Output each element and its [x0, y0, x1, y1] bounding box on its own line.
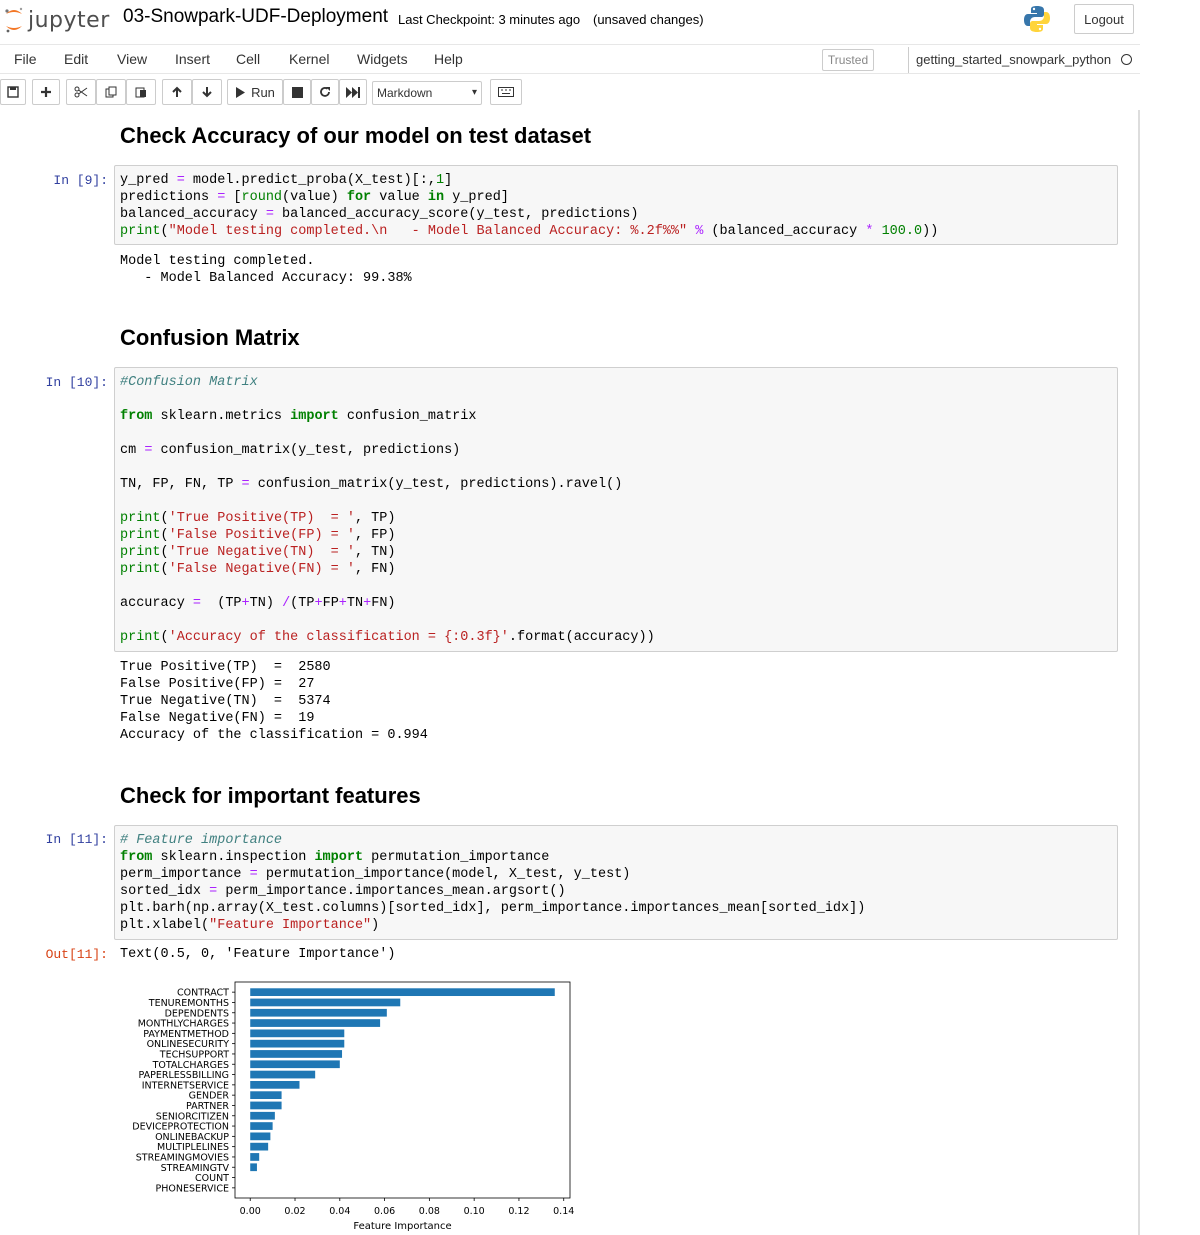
stop-icon — [292, 87, 303, 98]
chart-xtick-label: 0.08 — [418, 1206, 440, 1217]
feature-importance-chart — [120, 978, 590, 1235]
output-line: True Negative(TN) = 5374 — [120, 694, 331, 709]
keyboard-icon — [498, 87, 514, 97]
checkpoint-status: Last Checkpoint: 3 minutes ago — [398, 12, 581, 27]
chart-category-label: COUNT — [195, 1173, 229, 1185]
chart-xtick-label: 0.00 — [239, 1206, 261, 1217]
run-button[interactable] — [227, 79, 283, 105]
chart-xlabel: Feature Importance — [353, 1221, 452, 1232]
code-line: print('False Negative(FN) = ', FN) — [120, 562, 396, 577]
menu-edit[interactable]: Edit — [64, 51, 89, 67]
chart-bar — [250, 999, 400, 1007]
chart-bar — [250, 1122, 272, 1130]
command-palette-button[interactable] — [490, 79, 522, 105]
code-cell-10[interactable] — [114, 367, 1118, 652]
copy-button[interactable] — [96, 79, 126, 105]
python-logo-icon — [1022, 4, 1052, 34]
code-line: plt.barh(np.array(X_test.columns)[sorted_idx], perm_importance.importances_mean[sorted_idx]) — [120, 901, 866, 916]
jupyter-logo-icon — [4, 6, 24, 34]
chart-xtick-label: 0.02 — [284, 1206, 306, 1217]
menubar — [0, 44, 1140, 74]
fast-forward-icon — [346, 87, 360, 98]
chart-category-label: STREAMINGMOVIES — [135, 1152, 229, 1164]
trusted-indicator[interactable]: Trusted — [822, 49, 874, 71]
chart-bar — [250, 1143, 268, 1151]
code-line: accuracy = (TP+TN) /(TP+FP+TN+FN) — [120, 596, 396, 611]
chart-xtick-label: 0.10 — [463, 1206, 485, 1217]
output-line: True Positive(TP) = 2580 — [120, 660, 331, 675]
code-line: cm = confusion_matrix(y_test, predictions) — [120, 443, 461, 458]
heading-check-accuracy[interactable]: Check Accuracy of our model on test dataset — [120, 123, 592, 148]
chart-category-label: CONTRACT — [176, 987, 229, 999]
menu-widgets[interactable]: Widgets — [357, 51, 408, 67]
chart-bar — [250, 1132, 270, 1140]
paste-icon — [135, 86, 147, 98]
run-label: Run — [251, 84, 275, 100]
play-icon — [235, 87, 245, 98]
restart-icon — [319, 86, 331, 98]
cell-type-select[interactable] — [372, 81, 482, 105]
kernel-idle-icon — [1121, 54, 1132, 65]
restart-button[interactable] — [311, 79, 339, 105]
chart-category-label: TENUREMONTHS — [148, 997, 229, 1009]
menu-cell[interactable]: Cell — [236, 51, 261, 67]
code-line: y_pred = model.predict_proba(X_test)[:,1] — [120, 173, 453, 188]
cut-button[interactable] — [66, 79, 96, 105]
chart-category-label: TECHSUPPORT — [159, 1049, 229, 1061]
code-cell-11[interactable] — [114, 825, 1118, 940]
arrow-up-icon — [171, 86, 183, 98]
chart-bar — [250, 1112, 275, 1120]
chart-category-label: DEPENDENTS — [164, 1008, 229, 1020]
code-line: print('True Positive(TP) = ', TP) — [120, 511, 396, 526]
output-prompt-11: Out[11]: — [45, 947, 108, 962]
interrupt-button[interactable] — [283, 79, 311, 105]
chart-bar — [250, 1091, 281, 1099]
code-line: plt.xlabel("Feature Importance") — [120, 918, 380, 933]
chart-category-label: STREAMINGTV — [160, 1162, 229, 1174]
chart-category-label: INTERNETSERVICE — [141, 1080, 229, 1092]
logo-text: jupyter — [28, 7, 110, 33]
chart-category-label: MONTHLYCHARGES — [137, 1018, 229, 1030]
code-line: print("Model testing completed.\n - Model Balanced Accuracy: %.2f%%" % (balanced_accuracy * 100.0)) — [120, 224, 939, 239]
chart-bar — [250, 988, 555, 996]
chart-bar — [250, 1081, 299, 1089]
code-line: balanced_accuracy = balanced_accuracy_score(y_test, predictions) — [120, 207, 639, 222]
chart-category-label: SENIORCITIZEN — [155, 1111, 229, 1123]
chart-bar — [250, 1060, 340, 1068]
paste-button[interactable] — [126, 79, 156, 105]
chart-category-label: GENDER — [188, 1090, 229, 1102]
plus-icon — [40, 86, 52, 98]
menu-file[interactable]: File — [14, 51, 37, 67]
chart-bar — [250, 1029, 344, 1037]
save-icon — [7, 86, 19, 98]
output-line: Model testing completed. — [120, 254, 315, 269]
heading-confusion-matrix[interactable]: Confusion Matrix — [120, 325, 300, 350]
insert-cell-button[interactable] — [32, 79, 60, 105]
input-prompt-11: In [11]: — [45, 832, 108, 847]
menu-insert[interactable]: Insert — [175, 51, 211, 67]
chart-category-label: PHONESERVICE — [155, 1183, 229, 1195]
input-prompt-9: In [9]: — [53, 173, 108, 188]
cut-icon — [74, 86, 88, 98]
arrow-down-icon — [201, 86, 213, 98]
chart-category-label: TOTALCHARGES — [152, 1059, 229, 1071]
code-line: perm_importance = permutation_importance(model, X_test, y_test) — [120, 867, 631, 882]
jupyter-logo[interactable] — [4, 4, 110, 36]
chevron-down-icon: ▾ — [471, 87, 477, 98]
output-line: False Positive(FP) = 27 — [120, 677, 315, 692]
menu-help[interactable]: Help — [434, 51, 463, 67]
menu-kernel[interactable]: Kernel — [289, 51, 330, 67]
notebook-name[interactable]: 03-Snowpark-UDF-Deployment — [123, 6, 389, 27]
code-line: print('Accuracy of the classification = {:0.3f}'.format(accuracy)) — [120, 630, 655, 645]
chart-xtick-label: 0.04 — [329, 1206, 351, 1217]
chart-bar — [250, 1102, 281, 1110]
code-line: sorted_idx = perm_importance.importances_mean.argsort() — [120, 884, 566, 899]
chart-bar — [250, 1163, 257, 1171]
output-line: Text(0.5, 0, 'Feature Importance') — [120, 947, 396, 962]
cell-type-value: Markdown — [377, 86, 433, 100]
chart-category-label: PAPERLESSBILLING — [138, 1070, 229, 1082]
chart-xtick-label: 0.12 — [508, 1206, 530, 1217]
code-line: predictions = [round(value) for value in y_pred] — [120, 190, 509, 205]
code-line: from sklearn.inspection import permutation_importance — [120, 850, 550, 865]
code-line: # Feature importance — [120, 833, 283, 848]
chart-bar — [250, 1009, 387, 1017]
chart-bar — [250, 1040, 344, 1048]
restart-run-all-button[interactable] — [339, 79, 367, 105]
chart-category-label: PARTNER — [185, 1100, 229, 1112]
logout-button[interactable]: Logout — [1074, 4, 1134, 34]
move-up-button[interactable] — [162, 79, 192, 105]
chart-category-label: ONLINESECURITY — [146, 1039, 229, 1051]
chart-category-label: DEVICEPROTECTION — [132, 1121, 229, 1133]
chart-bar — [250, 1153, 259, 1161]
header — [0, 0, 1140, 40]
toolbar — [0, 79, 1140, 109]
copy-icon — [105, 86, 117, 98]
output-line: False Negative(FN) = 19 — [120, 711, 315, 726]
code-line: print('True Negative(TN) = ', TN) — [120, 545, 396, 560]
heading-important-features[interactable]: Check for important features — [120, 783, 421, 808]
code-cell-9[interactable] — [114, 165, 1118, 245]
chart-bar — [250, 1050, 342, 1058]
code-line: from sklearn.metrics import confusion_matrix — [120, 409, 477, 424]
code-line: #Confusion Matrix — [120, 375, 258, 390]
output-line: Accuracy of the classification = 0.994 — [120, 728, 428, 743]
move-down-button[interactable] — [192, 79, 222, 105]
chart-xtick-label: 0.14 — [553, 1206, 575, 1217]
menu-view[interactable]: View — [117, 51, 148, 67]
chart-category-label: ONLINEBACKUP — [155, 1131, 229, 1143]
code-line: print('False Positive(FP) = ', FP) — [120, 528, 396, 543]
output-line: - Model Balanced Accuracy: 99.38% — [120, 271, 412, 286]
chart-category-label: PAYMENTMETHOD — [143, 1028, 229, 1040]
chart-xtick-label: 0.06 — [374, 1206, 396, 1217]
chart-category-label: MULTIPLELINES — [157, 1142, 229, 1154]
input-prompt-10: In [10]: — [45, 375, 108, 390]
chart-bar — [250, 1019, 380, 1027]
chart-bar — [250, 1071, 315, 1079]
save-button[interactable] — [0, 79, 26, 105]
code-line: TN, FP, FN, TP = confusion_matrix(y_test, predictions).ravel() — [120, 477, 623, 492]
kernel-name: getting_started_snowpark_python — [908, 47, 1111, 73]
autosave-status: (unsaved changes) — [593, 12, 704, 27]
